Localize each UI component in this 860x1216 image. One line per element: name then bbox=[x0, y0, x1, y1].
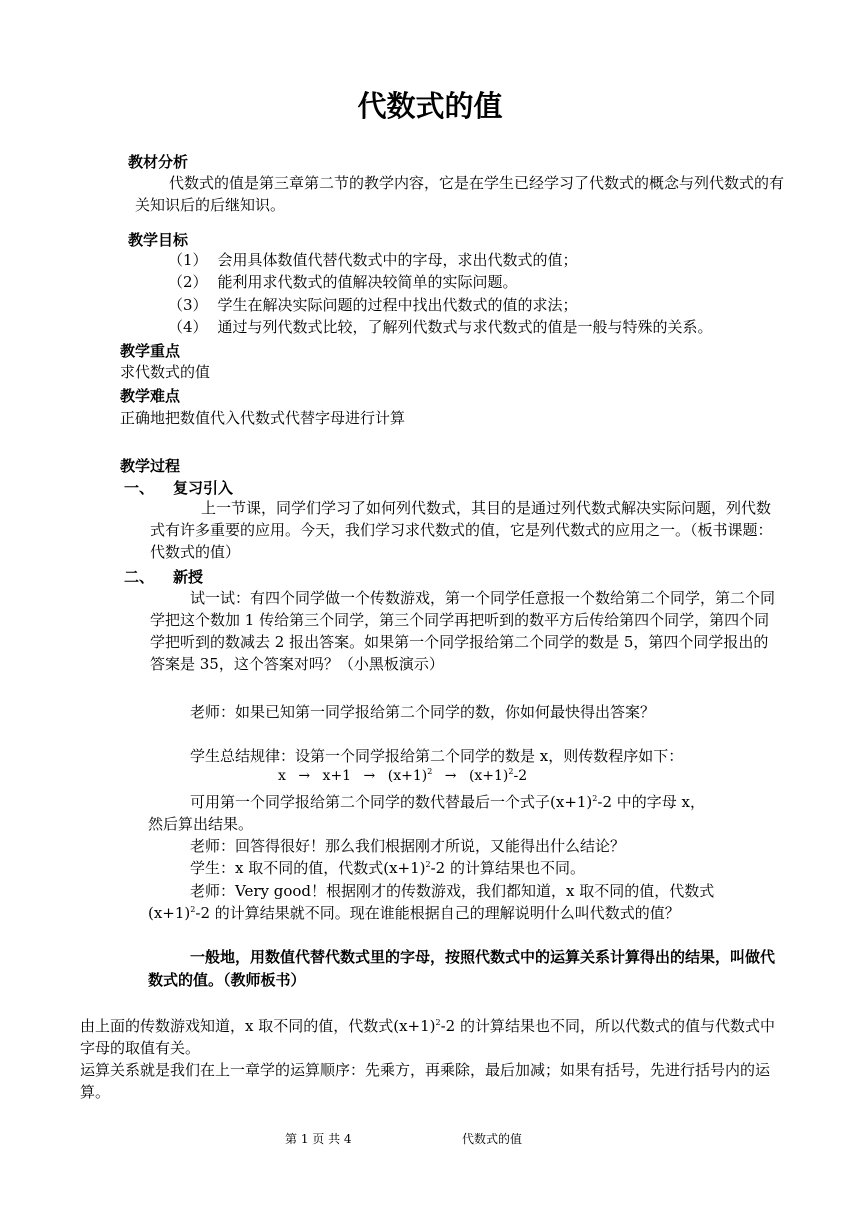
paragraph-order-of-operations: 运算关系就是我们在上一章学的运算顺序：先乘方，再乘除，最后加减；如果有括号，先进行括号内的运算。 bbox=[80, 1061, 771, 1101]
substitution-line bbox=[190, 791, 705, 813]
objective-item bbox=[168, 294, 578, 316]
part-heading-review: 复习引入 bbox=[173, 479, 234, 497]
activity-body: 试一试：有四个同学做一个传数游戏，第一个同学任意报一个数给第二个同学，第二个同学把这个数加 1 传给第三个同学，第三个同学再把听到的数平方后传给第四个同学，第四个同学把听到的数减去 2 报出答案。如果第一个同学报给第二个同学的数是 5，第四个同学报出的答案是 35，这个答案对吗？（小黑板演示） bbox=[150, 589, 776, 673]
teacher-question-3-cont bbox=[148, 902, 680, 924]
teacher-question-3: 老师：Very good！根据刚才的传数游戏，我们都知道，x 取不同的值，代数式 bbox=[190, 882, 715, 900]
part-heading-new: 新授 bbox=[173, 568, 204, 586]
page-number: 第 1 页 共 4 bbox=[285, 1132, 352, 1146]
key-points-body: 求代数式的值 bbox=[120, 363, 211, 381]
page-title: 代数式的值 bbox=[357, 89, 503, 123]
section-heading-process: 教学过程 bbox=[120, 457, 181, 475]
difficulties-body: 正确地把数值代入代数式代替字母进行计算 bbox=[120, 409, 406, 427]
objective-number: （4） bbox=[168, 318, 208, 336]
substitution-line-end: 然后算出结果。 bbox=[148, 815, 254, 833]
arrow-icon: → bbox=[363, 768, 376, 784]
student-answer-text: 学生：x 取不同的值，代数式(x+1) bbox=[190, 859, 426, 877]
flow-term: -2 bbox=[513, 768, 528, 784]
objective-item bbox=[168, 316, 713, 338]
teacher-text: -2 的计算结果就不同。现在谁能根据自己的理解说明什么叫代数式的值？ bbox=[195, 904, 680, 922]
flow-term: (x+1) bbox=[468, 768, 509, 784]
substitution-text: 可用第一个同学报给第二个同学的数代替最后一个式子(x+1) bbox=[190, 793, 593, 811]
part-number-2: 二、 bbox=[124, 568, 155, 586]
student-summary: 学生总结规律：设第一个同学报给第二个同学的数是 x，则传数程序如下： bbox=[190, 747, 684, 765]
part-number-1: 一、 bbox=[124, 479, 155, 497]
teacher-question-2: 老师：回答得很好！那么我们根据刚才所说，又能得出什么结论？ bbox=[190, 837, 626, 855]
student-answer bbox=[190, 857, 585, 879]
objective-text: 能利用求代数式的值解决较简单的实际问题。 bbox=[217, 273, 518, 291]
objective-text: 学生在解决实际问题的过程中找出代数式的值的求法； bbox=[217, 296, 578, 314]
definition: 一般地，用数值代替代数式里的字母，按照代数式中的运算关系计算得出的结果，叫做代数式的值。（教师板书） bbox=[148, 948, 776, 989]
section-heading-key-points: 教学重点 bbox=[120, 342, 181, 360]
flow-term: (x+1) bbox=[387, 768, 428, 784]
section-heading-difficulties: 教学难点 bbox=[120, 387, 181, 405]
arrow-icon: → bbox=[444, 768, 457, 784]
arrow-icon: → bbox=[298, 768, 311, 784]
exponent: 2 bbox=[435, 1018, 441, 1027]
objective-text: 通过与列代数式比较，了解列代数式与求代数式的值是一般与特殊的关系。 bbox=[217, 318, 713, 336]
flow-term: x bbox=[278, 768, 286, 784]
analysis-body: 代数式的值是第三章第二节的教学内容，它是在学生已经学习了代数式的概念与列代数式的有关知识后的后继知识。 bbox=[135, 174, 785, 214]
teacher-text: (x+1) bbox=[148, 904, 191, 922]
section-heading-objectives: 教学目标 bbox=[128, 231, 189, 249]
flow-exponent: 2 bbox=[508, 767, 514, 776]
objective-number: （3） bbox=[168, 296, 208, 314]
objective-item bbox=[168, 271, 518, 293]
exponent: 2 bbox=[592, 794, 598, 803]
paragraph-dependency bbox=[80, 1015, 780, 1059]
section-heading-analysis: 教材分析 bbox=[128, 153, 189, 171]
objective-number: （2） bbox=[168, 273, 208, 291]
exponent: 2 bbox=[190, 905, 196, 914]
flow-exponent: 2 bbox=[427, 767, 433, 776]
flow-term: x+1 bbox=[322, 768, 352, 784]
exponent: 2 bbox=[425, 860, 431, 869]
footer-title: 代数式的值 bbox=[462, 1132, 523, 1146]
teacher-question-1: 老师：如果已知第一同学报给第二个同学的数，你如何最快得出答案？ bbox=[190, 703, 656, 721]
objective-item bbox=[168, 249, 578, 271]
review-body: 上一节课，同学们学习了如何列代数式，其目的是通过列代数式解决实际问题，列代数式有许多重要的应用。今天，我们学习求代数式的值，它是列代数式的应用之一。（板书课题：代数式的值） bbox=[150, 499, 773, 561]
student-answer-text: -2 的计算结果也不同。 bbox=[430, 859, 585, 877]
substitution-text: -2 中的字母 x， bbox=[597, 793, 705, 811]
objective-number: （1） bbox=[168, 251, 208, 269]
paragraph-text: 由上面的传数游戏知道，x 取不同的值，代数式(x+1) bbox=[80, 1017, 436, 1035]
objective-text: 会用具体数值代替代数式中的字母，求出代数式的值； bbox=[217, 251, 578, 269]
transfer-flow bbox=[278, 768, 527, 784]
paragraph-text: -2 的计算结果也不同，所以代数式的值与代数式中字母的取值有关。 bbox=[80, 1017, 775, 1057]
